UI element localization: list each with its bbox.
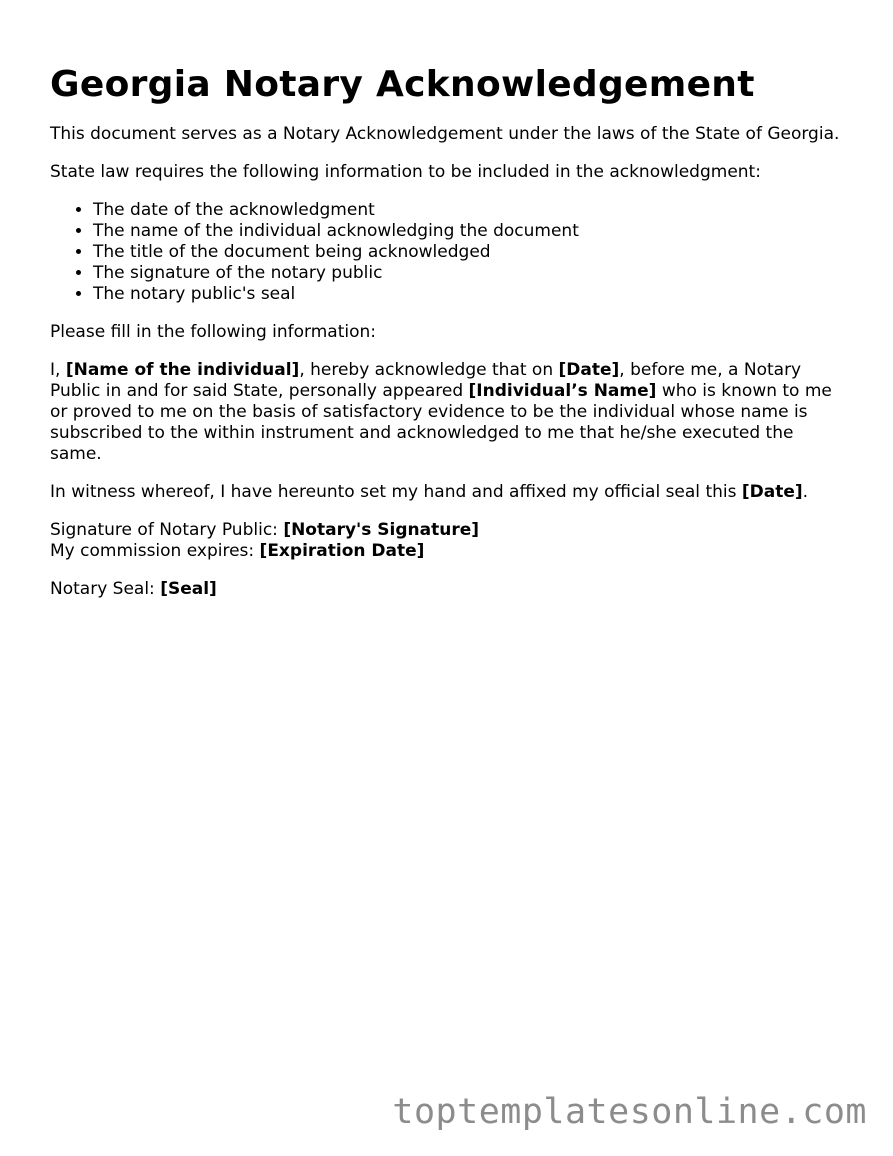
witness-paragraph (50, 482, 850, 503)
list-item: • The notary public's seal (93, 284, 850, 305)
acknowledgement-statement (50, 360, 850, 465)
watermark: toptemplatesonline.com (392, 1092, 867, 1132)
seal-placeholder: [Seal] (160, 579, 217, 599)
seal-line (50, 579, 850, 600)
statement-text: I, (50, 360, 66, 380)
list-item: • The date of the acknowledgment (93, 200, 850, 221)
individual-name-placeholder: [Name of the individual] (65, 360, 300, 380)
statement-text: , hereby acknowledge that on (299, 360, 559, 380)
requirements-lead: State law requires the following information to be included in the acknowledgment: (50, 162, 761, 182)
witness-end: . (802, 482, 809, 502)
intro-paragraph: This document serves as a Notary Acknowledgement under the laws of the State of Georgia. (50, 124, 840, 144)
list-item: • The signature of the notary public (93, 263, 850, 284)
seal-label: Notary Seal: (50, 579, 161, 599)
signature-block (50, 520, 850, 562)
statement-text: , before me, a Notary Public in and for said State, personally appeared (50, 360, 802, 401)
signature-label: Signature of Notary Public: (50, 520, 284, 540)
requirements-list (50, 200, 850, 305)
expiration-placeholder: [Expiration Date] (259, 541, 425, 561)
signature-placeholder: [Notary's Signature] (283, 520, 480, 540)
document-page (50, 62, 850, 617)
witness-date-placeholder: [Date] (741, 482, 803, 502)
date-placeholder: [Date] (558, 360, 620, 380)
fill-prompt: Please fill in the following information: (50, 322, 377, 342)
appeared-individual-placeholder: [Individual’s Name] (468, 381, 657, 401)
list-item: • The name of the individual acknowledging the document (93, 221, 850, 242)
statement-text: who is known to me or proved to me on the basis of satisfactory evidence to be the individual whose name is subscribed to the within instrument and acknowledged to me that he/she executed the same. (50, 381, 832, 464)
list-item: • The title of the document being acknowledged (93, 242, 850, 263)
document-title: Georgia Notary Acknowledgement (50, 64, 755, 105)
commission-label: My commission expires: (50, 541, 260, 561)
witness-text: In witness whereof, I have hereunto set my hand and affixed my official seal this (50, 482, 742, 502)
